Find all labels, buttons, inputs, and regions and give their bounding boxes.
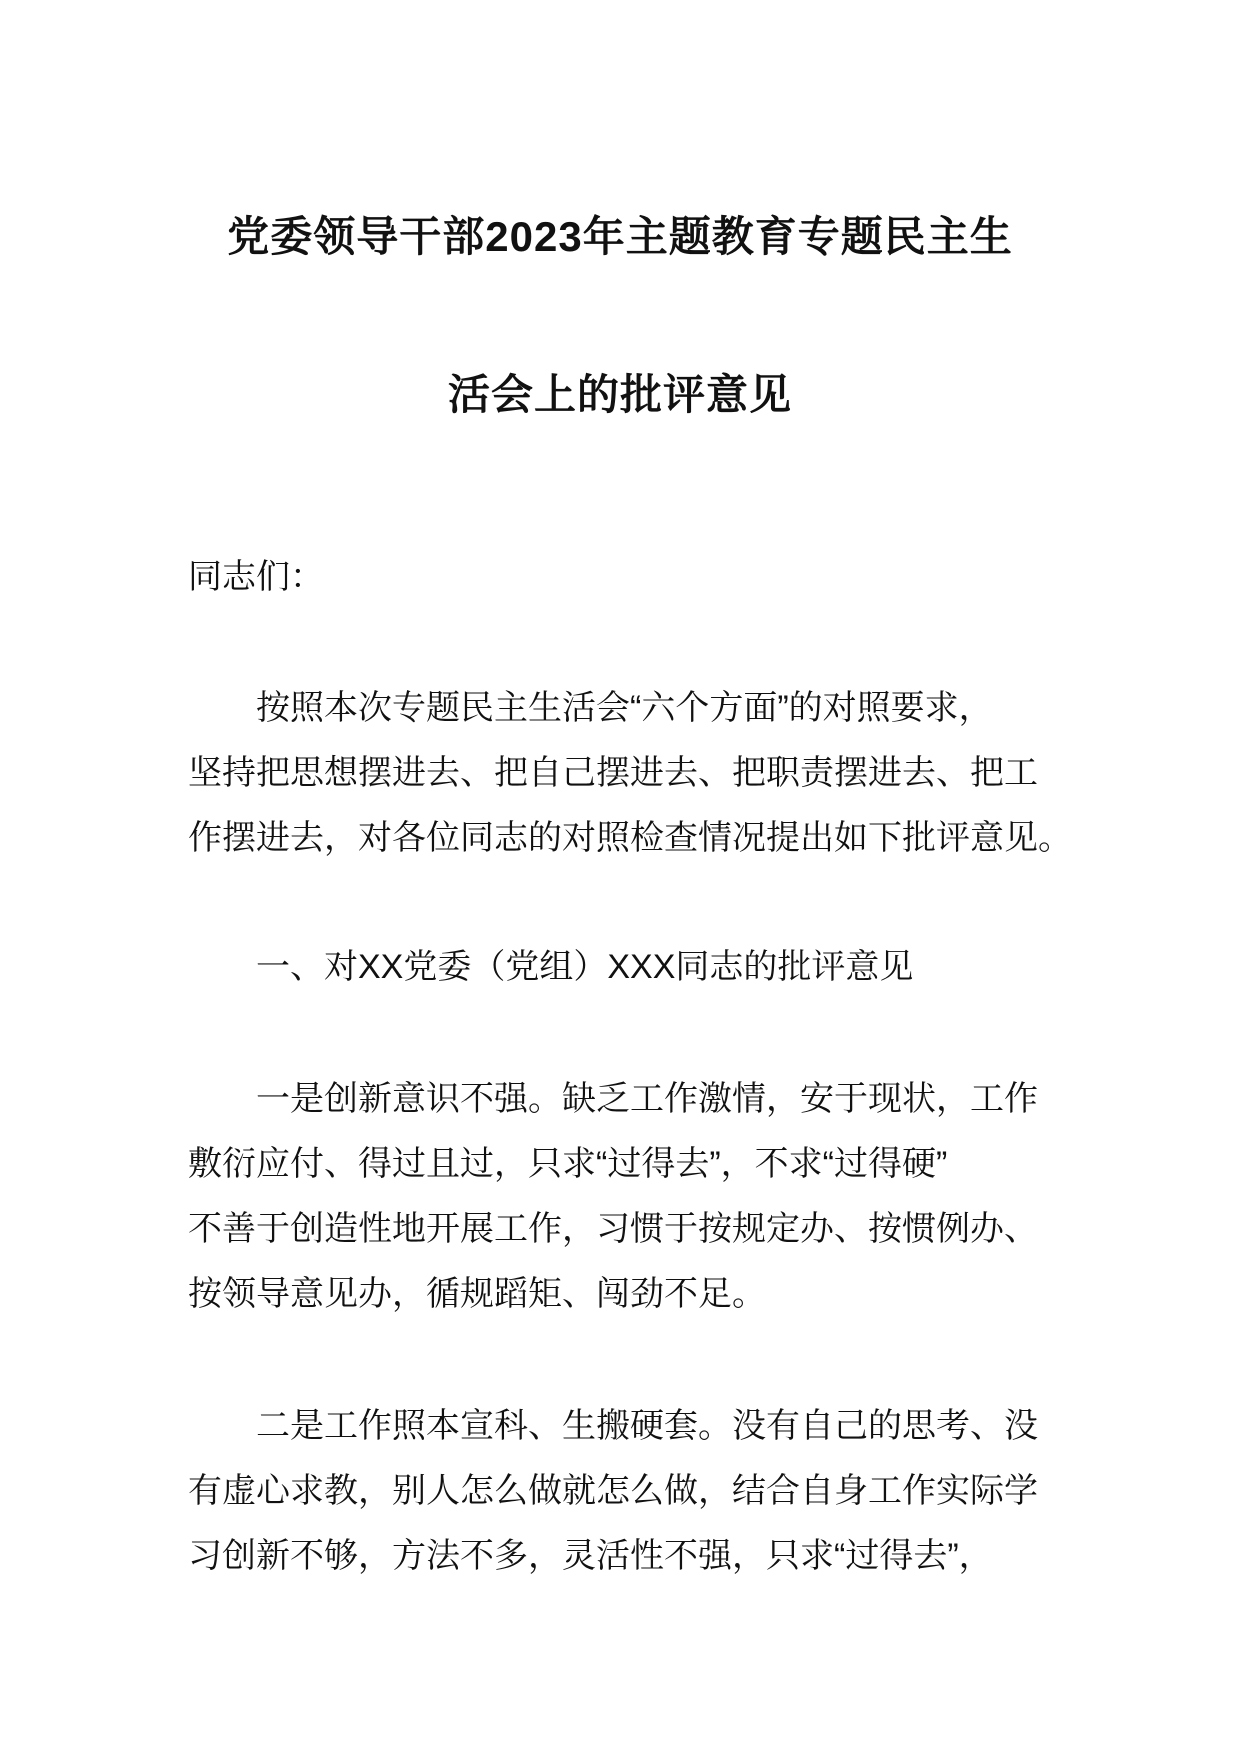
point1-line: 一是创新意识不强。缺乏工作激情，安于现状，工作	[256, 1080, 1038, 1118]
document-title-line-2: 活会上的批评意见	[447, 371, 792, 418]
salutation: 同志们：	[188, 558, 324, 596]
point2-line: 习创新不够，方法不多，灵活性不强，只求“过得去”，	[188, 1537, 993, 1575]
point2-line: 二是工作照本宣科、生搬硬套。没有自己的思考、没	[256, 1407, 1038, 1445]
document-title-line-1: 党委领导干部2023年主题教育专题民主生	[227, 213, 1013, 260]
point1-line: 不善于创造性地开展工作，习惯于按规定办、按惯例办、	[188, 1210, 1038, 1248]
point1-line: 按领导意见办，循规蹈矩、闯劲不足。	[188, 1275, 766, 1313]
point1-line: 敷衍应付、得过且过，只求“过得去”，不求“过得硬”	[188, 1145, 948, 1183]
point2-line: 有虚心求教，别人怎么做就怎么做，结合自身工作实际学	[188, 1472, 1038, 1510]
intro-line: 按照本次专题民主生活会“六个方面”的对照要求，	[256, 689, 993, 727]
section-heading: 一、对XX党委（党组）XXX同志的批评意见	[256, 948, 914, 986]
intro-line: 作摆进去，对各位同志的对照检查情况提出如下批评意见。	[188, 819, 1072, 857]
intro-line: 坚持把思想摆进去、把自己摆进去、把职责摆进去、把工	[188, 754, 1038, 792]
